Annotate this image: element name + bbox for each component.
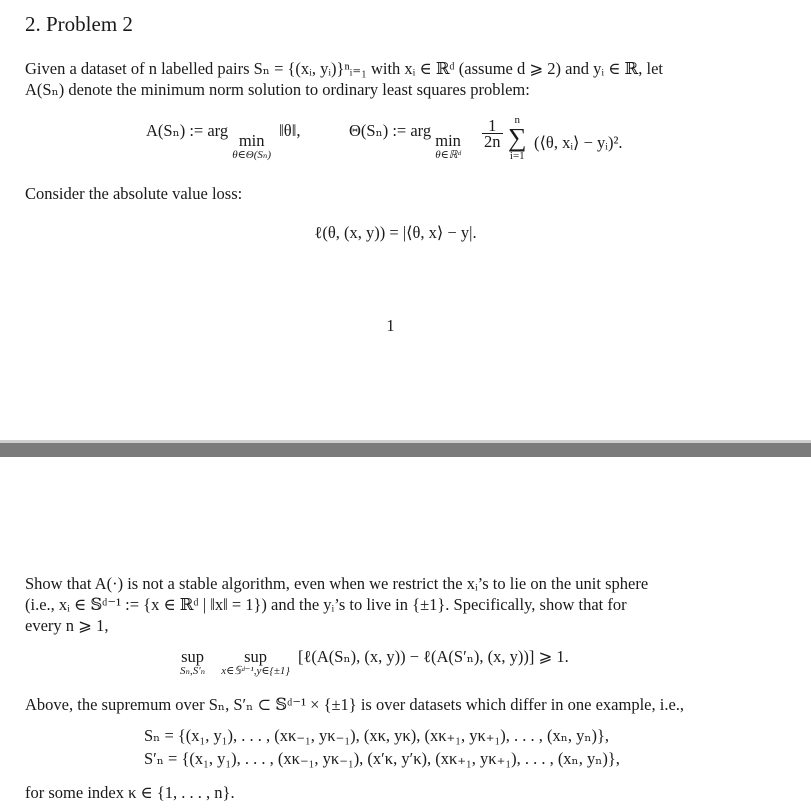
show-paragraph [25,573,795,636]
eq1-frac-numerator: 1 [482,118,503,134]
eq1-min-operator-2 [435,132,461,161]
eq1-min-operator-1 [232,132,271,161]
eq1-min1: min [238,131,265,150]
sum-sigma-icon: ∑ [508,123,527,152]
eq1-summand: (⟨θ, xᵢ⟩ − yᵢ)². [534,133,623,152]
eq3-sup1: sup [181,647,204,666]
eq1-right: Θ(Sₙ) := arg [349,121,432,140]
eq1-min2-subscript: θ∈ℝᵈ [435,149,461,161]
dataset-s-prime-line: S′ₙ = {(x₁, y₁), . . . , (xκ₋₁, yκ₋₁), (x′κ, y′κ), (xκ₊₁, yκ₊₁), . . . , (xₙ, yₙ)}, [144,749,620,768]
equation-abs-loss: ℓ(θ, (x, y)) = |⟨θ, x⟩ − y|. [314,223,477,242]
eq1-sum-top: n [514,114,521,126]
eq1-sum [508,114,527,162]
eq1-min2: min [435,131,461,150]
intro-line-2: A(Sₙ) denote the minimum norm solution to ordinary least squares problem: [25,80,530,99]
section-heading [25,12,133,37]
equation-ols [146,122,300,161]
show-line-2: (i.e., xᵢ ∈ 𝕊ᵈ⁻¹ := {x ∈ ℝᵈ | ‖x‖ = 1}) and the yᵢ’s to live in {±1}. Specifically, show that for [25,595,627,614]
section-number: 2. [25,12,41,36]
show-line-1: Show that A(·) is not a stable algorithm, even when we restrict the xᵢ’s to lie on the unit sphere [25,574,649,593]
show-line-3: every n ⩾ 1, [25,616,109,635]
eq1-fraction [482,118,503,149]
eq1-frac-denominator: 2n [484,132,501,151]
consider-text: Consider the absolute value loss: [25,184,243,203]
eq3-sup-operator-1 [180,648,205,677]
intro-line-1: Given a dataset of n labelled pairs Sₙ = {(xᵢ, yᵢ)}ⁿᵢ₌₁ with xᵢ ∈ ℝᵈ (assume d ⩾ 2) and yᵢ ∈ ℝ, let [25,59,663,78]
dataset-s-line: Sₙ = {(x₁, y₁), . . . , (xκ₋₁, yκ₋₁), (xκ, yκ), (xκ₊₁, yκ₊₁), . . . , (xₙ, yₙ)}, [144,726,610,745]
equation-datasets [144,724,620,770]
page-number: 1 [386,316,395,335]
eq3-sup1-subscript: Sₙ,S′ₙ [180,665,206,677]
eq1-left: A(Sₙ) := arg [146,121,229,140]
eq3-sup2-subscript: x∈𝕊ᵈ⁻¹,y∈{±1} [221,665,290,677]
section-title: Problem 2 [46,12,133,36]
closing-text: for some index κ ∈ {1, . . . , n}. [25,783,235,802]
eq1-min1-subscript: θ∈Θ(Sₙ) [232,149,272,161]
eq3-sup-operator-2 [221,648,290,677]
equation-sup [180,648,569,677]
eq1-sum-bottom: i=1 [509,150,525,162]
page-break [0,443,811,457]
above-text: Above, the supremum over Sₙ, S′ₙ ⊂ 𝕊ᵈ⁻¹ × {±1} is over datasets which differ in one example, i.e., [25,695,685,714]
eq3-sup2: sup [244,647,267,666]
intro-paragraph [25,58,795,100]
equation-theta [349,122,461,161]
eq3-body: [ℓ(A(Sₙ), (x, y)) − ℓ(A(S′ₙ), (x, y))] ⩾ 1. [297,647,569,666]
eq1-norm: ‖θ‖, [279,121,301,140]
